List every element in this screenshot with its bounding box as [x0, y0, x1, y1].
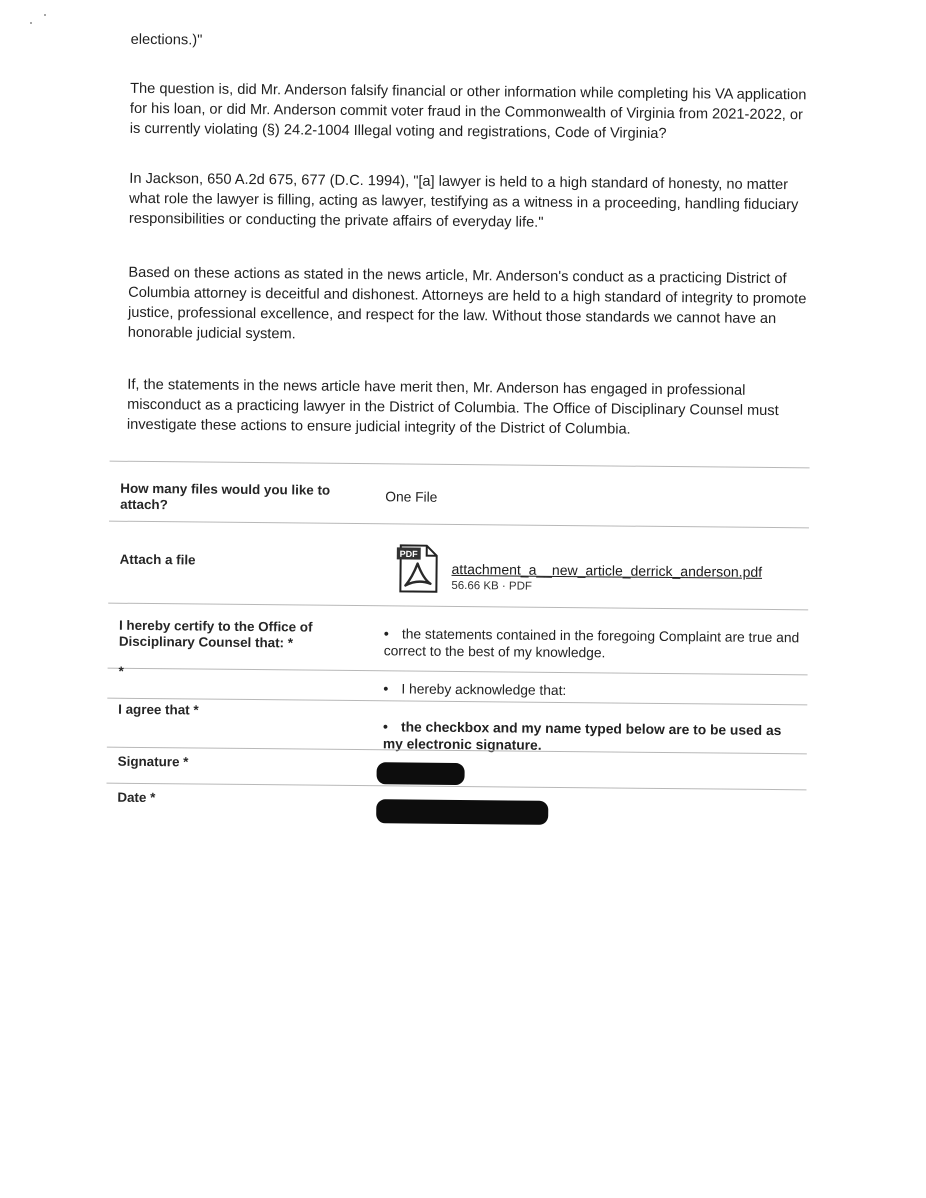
certify-label: I hereby certify to the Office of Disciplinary Counsel that: * [118, 617, 313, 651]
acknowledge-label: * [118, 663, 124, 679]
form-divider [110, 461, 810, 469]
attachment-link[interactable]: attachment_a__new_article_derrick_anderson.pdf [451, 560, 763, 580]
pdf-file-icon [396, 543, 440, 593]
form-divider [109, 521, 809, 529]
acknowledge-statement: • I hereby acknowledge that: [383, 680, 803, 701]
files-count-value: One File [385, 489, 438, 505]
files-count-label: How many files would you like to attach? [120, 480, 331, 513]
date-label: Date * [117, 789, 156, 806]
paragraph-elections: elections.)" [130, 31, 203, 49]
paragraph-question: The question is, did Mr. Anderson falsify financial or other information while completing his VA application for his loan, or did Mr. Anderson commit voter fraud in the Commonwealth of Virginia from 2021-2022, or is currently violating (§) 24.2-1004 Illegal voting and registrations, Code of Virginia? [129, 80, 807, 142]
paragraph-misconduct: If, the statements in the news article have merit then, Mr. Anderson has engaged in professional misconduct as a practicing lawyer in the District of Columbia. The Office of Disciplinary Counsel must investigate these actions to ensure judicial integrity of the District of Columbia. [126, 376, 779, 438]
paragraph-conduct: Based on these actions as stated in the news article, Mr. Anderson's conduct as a practicing District of Columbia attorney is deceitful and dishonest. Attorneys are held to a high standard of integrity to promote justice, professional excellence, and respect for the law. Without those standards we cannot have an honorable judicial system. [127, 264, 807, 343]
form-divider [108, 603, 808, 611]
attachment-meta: 56.66 KB · PDF [451, 579, 533, 593]
certify-statement: • the statements contained in the foregoing Complaint are true and correct to the best of my knowledge. [384, 625, 804, 663]
signature-label: Signature * [117, 753, 189, 770]
pdf-icon-text: PDF [399, 548, 418, 560]
signature-redaction [377, 762, 465, 785]
paragraph-jackson: In Jackson, 650 A.2d 675, 677 (D.C. 1994), "[a] lawyer is held to a high standard of honesty, no matter what role the lawyer is filling, acting as lawyer, testifying as a witness in a proceeding, handling fiduciary responsibilities or conducting the private affairs of everyday life." [128, 170, 799, 231]
date-redaction [376, 799, 548, 825]
attach-file-label: Attach a file [119, 551, 196, 568]
agree-statement: • the checkbox and my name typed below are to be used as my electronic signature. [383, 718, 803, 756]
agree-label: I agree that * [118, 701, 199, 718]
